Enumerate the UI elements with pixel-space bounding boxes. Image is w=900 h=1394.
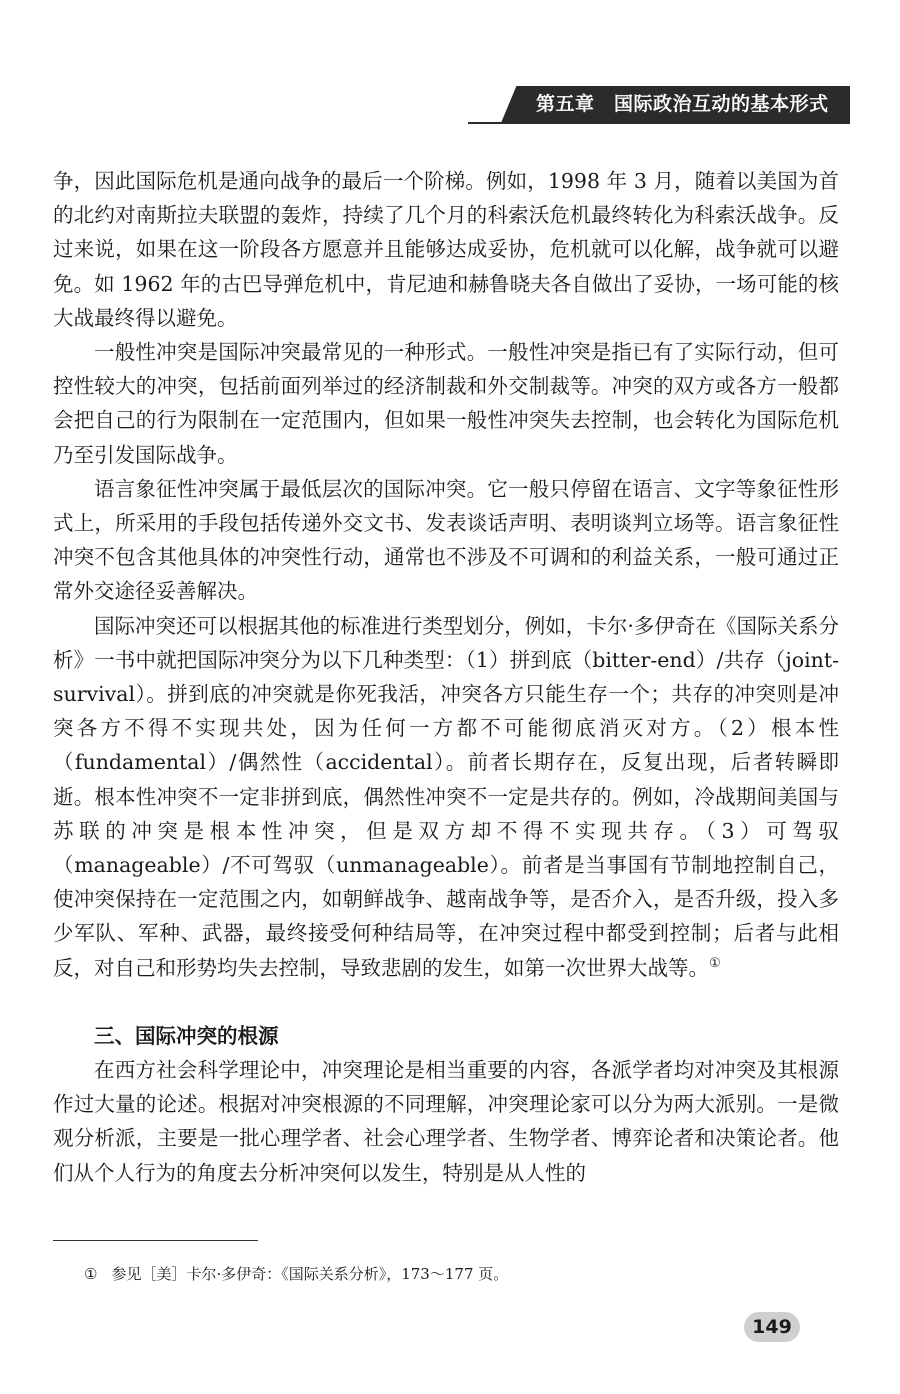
header-rule — [468, 122, 850, 124]
footnote-reference[interactable]: ① — [709, 955, 721, 971]
body-text — [53, 164, 839, 1190]
paragraph-conflict-roots: 在西方社会科学理论中，冲突理论是相当重要的内容，各派学者均对冲突及其根源作过大量的论述。根据对冲突根源的不同理解，冲突理论家可以分为两大派别。一是微观分析派，主要是一批心理学者、社会心理学者、生物学者、博弈论者和决策论者。他们从个人行为的角度去分析冲突何以发生，特别是从人性的 — [53, 1058, 839, 1185]
paragraph-continued: 争，因此国际危机是通向战争的最后一个阶梯。例如，1998 年 3 月，随着以美国为首的北约对南斯拉夫联盟的轰炸，持续了几个月的科索沃危机最终转化为科索沃战争。反过来说，如果在这一阶段各方愿意并且能够达成妥协，危机就可以化解，战争就可以避免。如 1962 年的古巴导弹危机中，肯尼迪和赫鲁晓夫各自做出了妥协，一场可能的核大战最终得以避免。 — [53, 169, 839, 330]
footnote — [84, 1263, 784, 1285]
page-number: 149 — [752, 1316, 792, 1338]
footnote-text: 参见［美］卡尔·多伊奇：《国际关系分析》，173～177 页。 — [111, 1265, 509, 1283]
paragraph-conflict-types — [53, 609, 839, 985]
paragraph-general-conflict: 一般性冲突是国际冲突最常见的一种形式。一般性冲突是指已有了实际行动，但可控性较大的冲突，包括前面列举过的经济制裁和外交制裁等。冲突的双方或各方一般都会把自己的行为限制在一定范围内，但如果一般性冲突失去控制，也会转化为国际危机乃至引发国际战争。 — [53, 340, 839, 467]
footnote-rule — [53, 1240, 258, 1241]
paragraph-conflict-types-text: 国际冲突还可以根据其他的标准进行类型划分，例如，卡尔·多伊奇在《国际关系分析》一书中就把国际冲突分为以下几种类型：（1）拼到底（bitter-end）/共存（joint-survival）。拼到底的冲突就是你死我活，冲突各方只能生存一个；共存的冲突则是冲突各方不得不实现共处，因为任何一方都不可能彻底消灭对方。（2）根本性（fundamental）/偶然性（accidental）。前者长期存在，反复出现，后者转瞬即逝。根本性冲突不一定非拼到底，偶然性冲突不一定是共存的。例如，冷战期间美国与苏联的冲突是根本性冲突，但是双方却不得不实现共存。（3）可驾驭（manageable）/不可驾驭（unmanageable）。前者是当事国有节制地控制自己，使冲突保持在一定范围之内，如朝鲜战争、越南战争等，是否介入，是否升级，投入多少军队、军种、武器，最终接受何种结局等，在冲突过程中都受到控制；后者与此相反，对自己和形势均失去控制，导致悲剧的发生，如第一次世界大战等。 — [53, 613, 839, 980]
section-heading: 三、国际冲突的根源 — [94, 1023, 279, 1048]
chapter-title: 第五章 国际政治互动的基本形式 — [536, 93, 829, 115]
footnote-mark: ① — [84, 1265, 98, 1283]
paragraph-symbolic-conflict: 语言象征性冲突属于最低层次的国际冲突。它一般只停留在语言、文字等象征性形式上，所采用的手段包括传递外交文书、发表谈话声明、表明谈判立场等。语言象征性冲突不包含其他具体的冲突性行动，通常也不涉及不可调和的利益关系，一般可通过正常外交途径妥善解决。 — [53, 476, 839, 604]
